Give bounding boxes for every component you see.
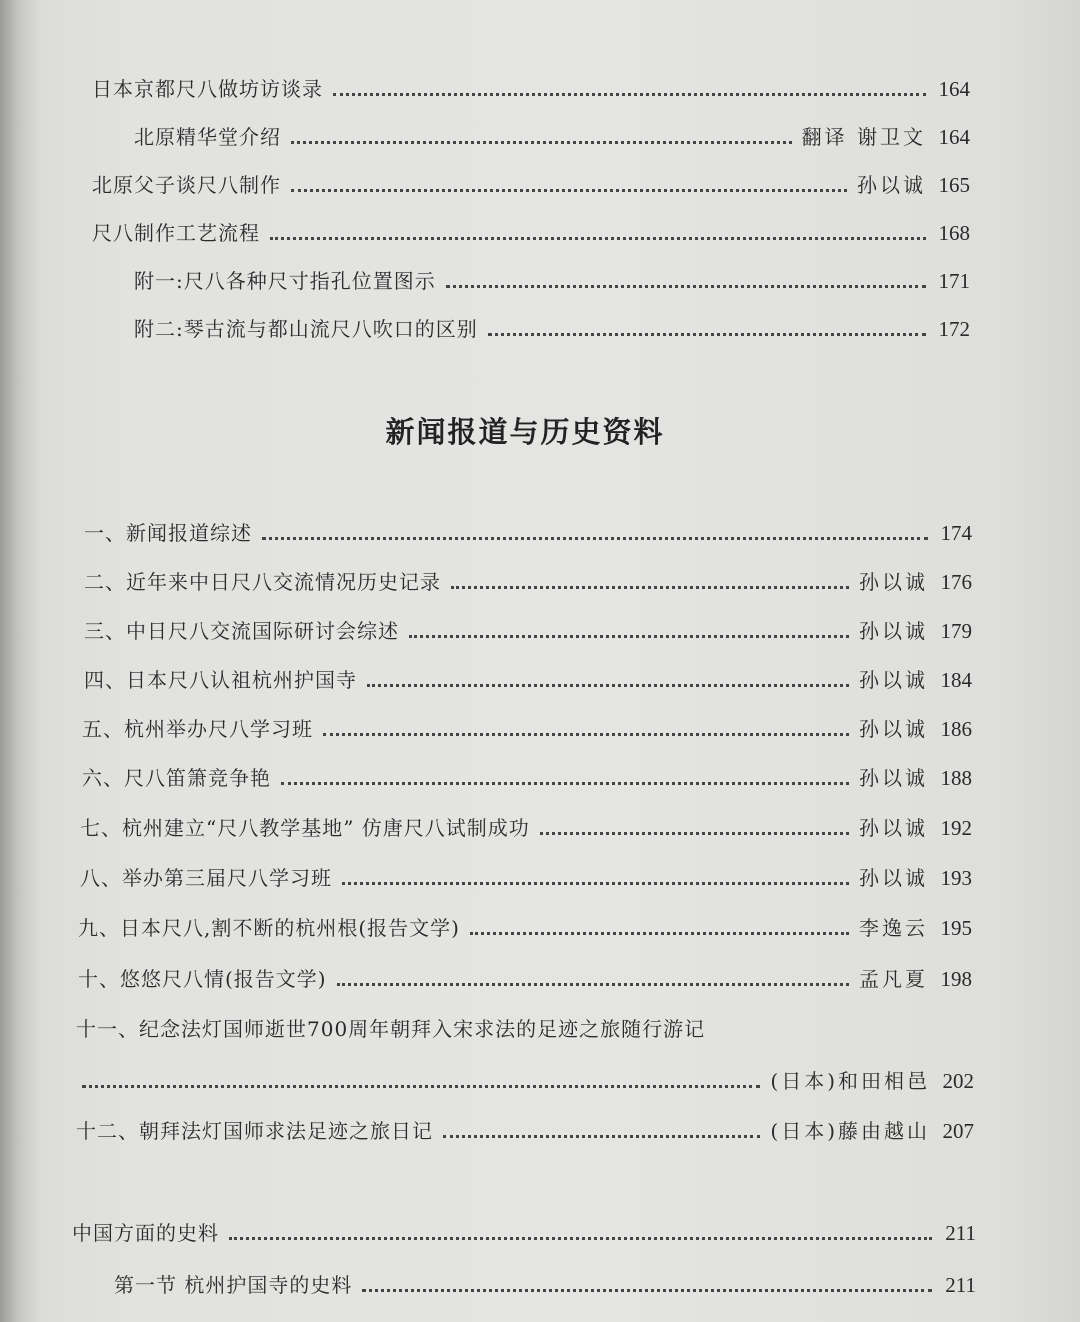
- toc-entry: [84, 610, 972, 644]
- toc-entry: [82, 708, 972, 742]
- toc-entry-continuation: [82, 1060, 974, 1094]
- toc-page-number: 192: [940, 816, 972, 840]
- dot-leader: [281, 782, 849, 785]
- toc-author: 孙以诚: [859, 866, 928, 890]
- toc-author: (日本)藤由越山: [770, 1119, 930, 1143]
- toc-page-number: 207: [942, 1119, 974, 1143]
- dot-leader: [270, 237, 926, 240]
- toc-title: 九、日本尺八,割不断的杭州根(报告文学): [78, 916, 460, 940]
- toc-title: 十、悠悠尺八情(报告文学): [78, 967, 327, 991]
- toc-page-number: 184: [940, 668, 972, 692]
- toc-title: 三、中日尺八交流国际研讨会综述: [84, 619, 399, 643]
- toc-page-number: 188: [940, 766, 972, 790]
- toc-entry: [92, 68, 970, 102]
- toc-entry: [114, 1264, 976, 1298]
- toc-title: 十一、纪念法灯国师逝世700周年朝拜入宋求法的足迹之旅随行游记: [76, 1017, 706, 1041]
- toc-entry: [78, 958, 972, 992]
- dot-leader: [342, 882, 849, 885]
- dot-leader: [333, 93, 926, 96]
- dot-leader: [82, 1085, 760, 1088]
- dot-leader: [488, 333, 926, 336]
- toc-title: 六、尺八笛箫竞争艳: [82, 766, 271, 790]
- dot-leader: [291, 189, 847, 192]
- toc-title: 二、近年来中日尺八交流情况历史记录: [84, 570, 441, 594]
- toc-page-number: 202: [942, 1069, 974, 1093]
- toc-author: 李逸云: [859, 916, 928, 940]
- toc-page-number: 174: [940, 521, 972, 545]
- dot-leader: [443, 1135, 760, 1138]
- toc-entry: [84, 512, 972, 546]
- toc-author: 孟凡夏: [859, 967, 928, 991]
- toc-author: (日本)和田相邑: [770, 1069, 930, 1093]
- toc-entry: [72, 1212, 976, 1246]
- dot-leader: [446, 285, 926, 288]
- toc-page-number: 211: [945, 1273, 976, 1297]
- toc-page-number: 195: [940, 916, 972, 940]
- toc-entry: [92, 164, 970, 198]
- toc-entry: [134, 116, 970, 150]
- toc-author: 孙以诚: [859, 816, 928, 840]
- toc-author: 孙以诚: [859, 717, 928, 741]
- dot-leader: [451, 586, 849, 589]
- toc-title: 第一节 杭州护国寺的史料: [114, 1273, 353, 1297]
- toc-author: 孙以诚: [859, 619, 928, 643]
- toc-author: 孙以诚: [859, 766, 928, 790]
- dot-leader: [470, 932, 849, 935]
- toc-author: 孙以诚: [857, 173, 926, 197]
- toc-title: 四、日本尺八认祖杭州护国寺: [84, 668, 357, 692]
- toc-title: 一、新闻报道综述: [84, 521, 252, 545]
- dot-leader: [362, 1289, 932, 1292]
- toc-title: 附一:尺八各种尺寸指孔位置图示: [134, 269, 436, 293]
- toc-page-number: 164: [938, 125, 970, 149]
- toc-title: 中国方面的史料: [72, 1221, 219, 1245]
- toc-page-number: 179: [940, 619, 972, 643]
- toc-author: 翻译 谢卫文: [801, 125, 926, 149]
- toc-page-number: 176: [940, 570, 972, 594]
- toc-page-number: 168: [938, 221, 970, 245]
- toc-page-number: 193: [940, 866, 972, 890]
- dot-leader: [323, 733, 849, 736]
- toc-author: 孙以诚: [859, 570, 928, 594]
- toc-page-number: 171: [938, 269, 970, 293]
- toc-entry: [134, 308, 970, 342]
- toc-author: 孙以诚: [859, 668, 928, 692]
- toc-entry: [92, 212, 970, 246]
- section-heading: 新闻报道与历史资料: [385, 415, 665, 449]
- toc-title: 七、杭州建立“尺八教学基地” 仿唐尺八试制成功: [80, 816, 530, 840]
- toc-page-number: 165: [938, 173, 970, 197]
- toc-title: 北原精华堂介绍: [134, 125, 281, 149]
- toc-title: 尺八制作工艺流程: [92, 221, 260, 245]
- toc-entry: [80, 807, 972, 841]
- toc-title: 北原父子谈尺八制作: [92, 173, 281, 197]
- dot-leader: [540, 832, 849, 835]
- dot-leader: [409, 635, 849, 638]
- toc-entry: [84, 659, 972, 693]
- dot-leader: [291, 141, 792, 144]
- dot-leader: [262, 537, 928, 540]
- toc-entry: [82, 757, 972, 791]
- toc-title: 十二、朝拜法灯国师求法足迹之旅日记: [76, 1119, 433, 1143]
- toc-page-number: 172: [938, 317, 970, 341]
- toc-page-number: 198: [940, 967, 972, 991]
- toc-title: 五、杭州举办尺八学习班: [82, 717, 313, 741]
- toc-title: 附二:琴古流与都山流尺八吹口的区别: [134, 317, 478, 341]
- toc-entry: [84, 561, 972, 595]
- toc-entry: [80, 857, 972, 891]
- toc-page-number: 211: [945, 1221, 976, 1245]
- dot-leader: [367, 684, 849, 687]
- toc-page-number: 186: [940, 717, 972, 741]
- toc-title: 八、举办第三届尺八学习班: [80, 866, 332, 890]
- dot-leader: [229, 1237, 932, 1240]
- dot-leader: [337, 983, 849, 986]
- toc-entry: [78, 907, 972, 941]
- toc-title: 日本京都尺八做坊访谈录: [92, 77, 323, 101]
- toc-entry: [76, 1008, 972, 1042]
- toc-entry: [76, 1110, 974, 1144]
- toc-page-number: 164: [938, 77, 970, 101]
- toc-entry: [134, 260, 970, 294]
